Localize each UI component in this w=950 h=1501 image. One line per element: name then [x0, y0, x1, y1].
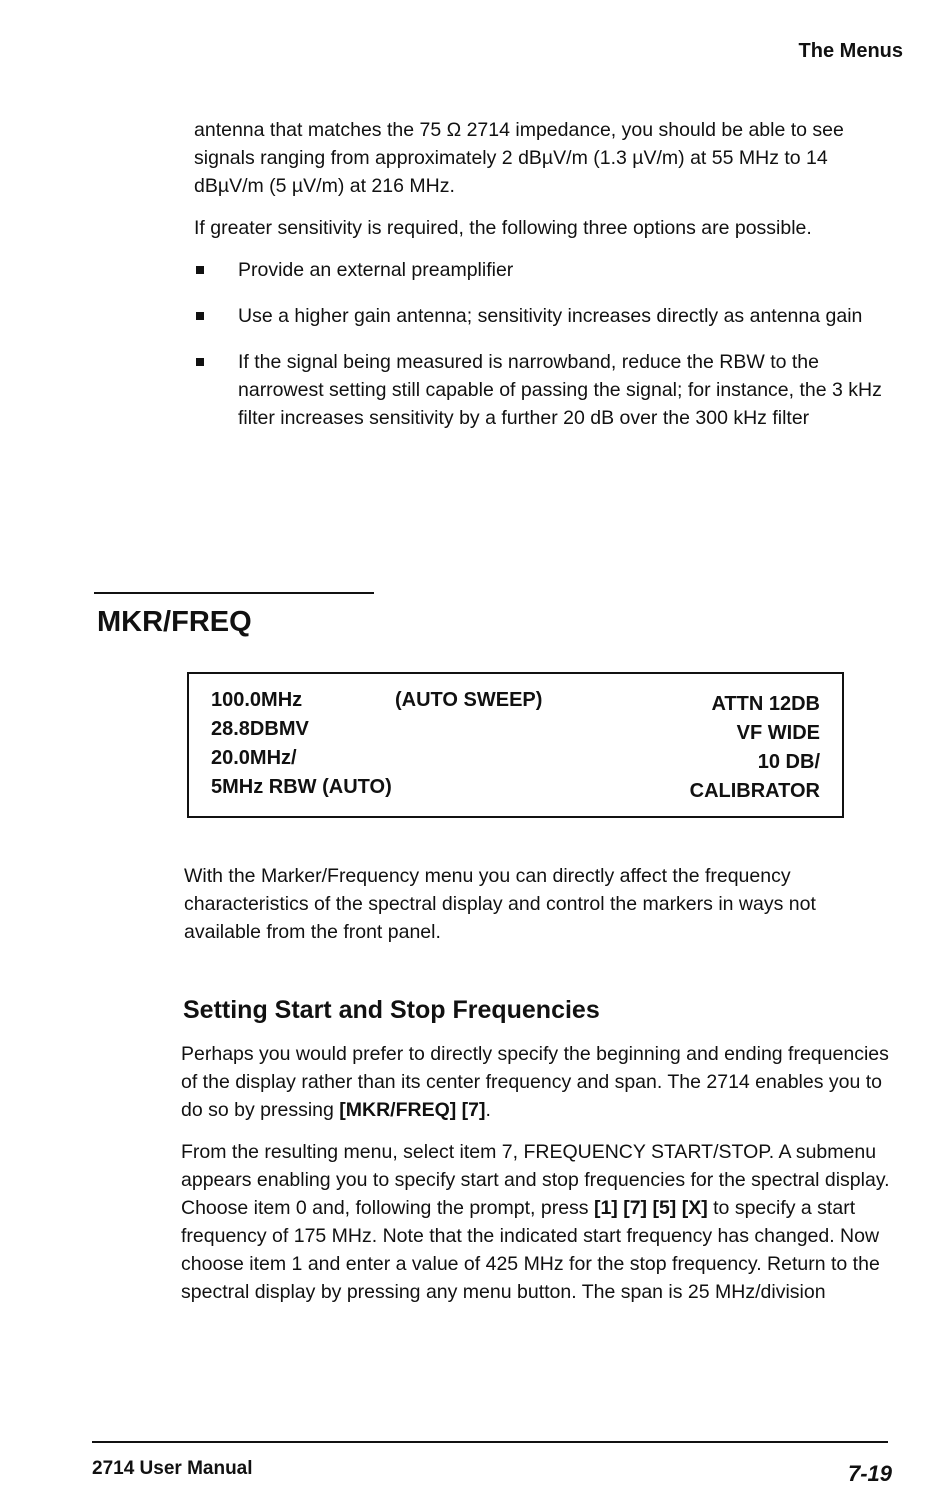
intro-text: [194, 116, 894, 450]
intro-paragraph: If greater sensitivity is required, the following three options are possible.: [194, 217, 812, 239]
screen-line: (AUTO SWEEP): [395, 689, 543, 711]
screen-line: 28.8DBMV: [211, 718, 309, 740]
section-title: MKR/FREQ: [97, 606, 252, 638]
subsection-title: Setting Start and Stop Frequencies: [183, 996, 600, 1024]
options-list: [194, 256, 894, 432]
paragraph-text: From the resulting menu, select item 7, FREQUENCY START/STOP. A submenu appears enabling you to specify start and stop frequencies for the spectral display. Choose item 0 and, following the prompt, press: [181, 1141, 890, 1219]
section-rule: [94, 592, 374, 594]
subsection-paragraph: [181, 1040, 893, 1124]
list-item: [194, 348, 894, 432]
section-description: With the Marker/Frequency menu you can directly affect the frequency characteristics of the spectral display and control the markers in ways not available from the front panel.: [184, 865, 816, 943]
footer-manual-title: 2714 User Manual: [92, 1458, 253, 1479]
bullet-icon: [196, 358, 204, 366]
bullet-icon: [196, 266, 204, 274]
list-item: [194, 256, 894, 284]
screen-line: VF WIDE: [736, 722, 820, 744]
screen-display: [187, 672, 844, 818]
screen-line: 5MHz RBW (AUTO): [211, 776, 392, 798]
screen-line: 10 DB/: [757, 751, 820, 773]
list-item: [194, 302, 894, 330]
screen-right-column: [690, 690, 820, 806]
running-head: The Menus: [798, 40, 903, 62]
paragraph-text: to specify a start frequency of 175 MHz. Note that the indicated start frequency has changed. Now choose item 1 and enter a value of 425 MHz for the stop frequency. Return to the spectral display by pressing any menu button. The span is 25 MHz/division: [181, 1197, 880, 1303]
screen-line: 20.0MHz/: [211, 747, 297, 769]
paragraph-text: .: [485, 1099, 491, 1121]
subsection-text: [181, 1040, 893, 1320]
bullet-icon: [196, 312, 204, 320]
screen-left-column: [211, 686, 392, 802]
list-item-text: If the signal being measured is narrowband, reduce the RBW to the narrowest setting still capable of passing the signal; for instance, the 3 kHz filter increases sensitivity by a further 20 dB over the 300 kHz filter: [238, 351, 882, 429]
key-sequence: [MKR/FREQ] [7]: [339, 1099, 486, 1121]
screen-center-column: [395, 686, 542, 715]
screen-line: 100.0MHz: [211, 689, 303, 711]
page-number: 7-19: [847, 1461, 892, 1486]
footer-rule: [92, 1441, 888, 1443]
list-item-text: Provide an external preamplifier: [238, 259, 514, 281]
key-sequence: [1] [7] [5] [X]: [593, 1197, 708, 1219]
list-item-text: Use a higher gain antenna; sensitivity increases directly as antenna gain: [238, 305, 863, 327]
subsection-paragraph: [181, 1138, 893, 1306]
screen-line: ATTN 12DB: [711, 693, 820, 715]
paragraph-text: Perhaps you would prefer to directly specify the beginning and ending frequencies of the display rather than its center frequency and span. The 2714 enables you to do so by pressing: [181, 1043, 889, 1121]
screen-line: CALIBRATOR: [689, 780, 820, 802]
intro-paragraph: antenna that matches the 75 Ω 2714 impedance, you should be able to see signals ranging from approximately 2 dBµV/m (1.3 µV/m) at 55 MHz to 14 dBµV/m (5 µV/m) at 216 MHz.: [194, 119, 844, 197]
